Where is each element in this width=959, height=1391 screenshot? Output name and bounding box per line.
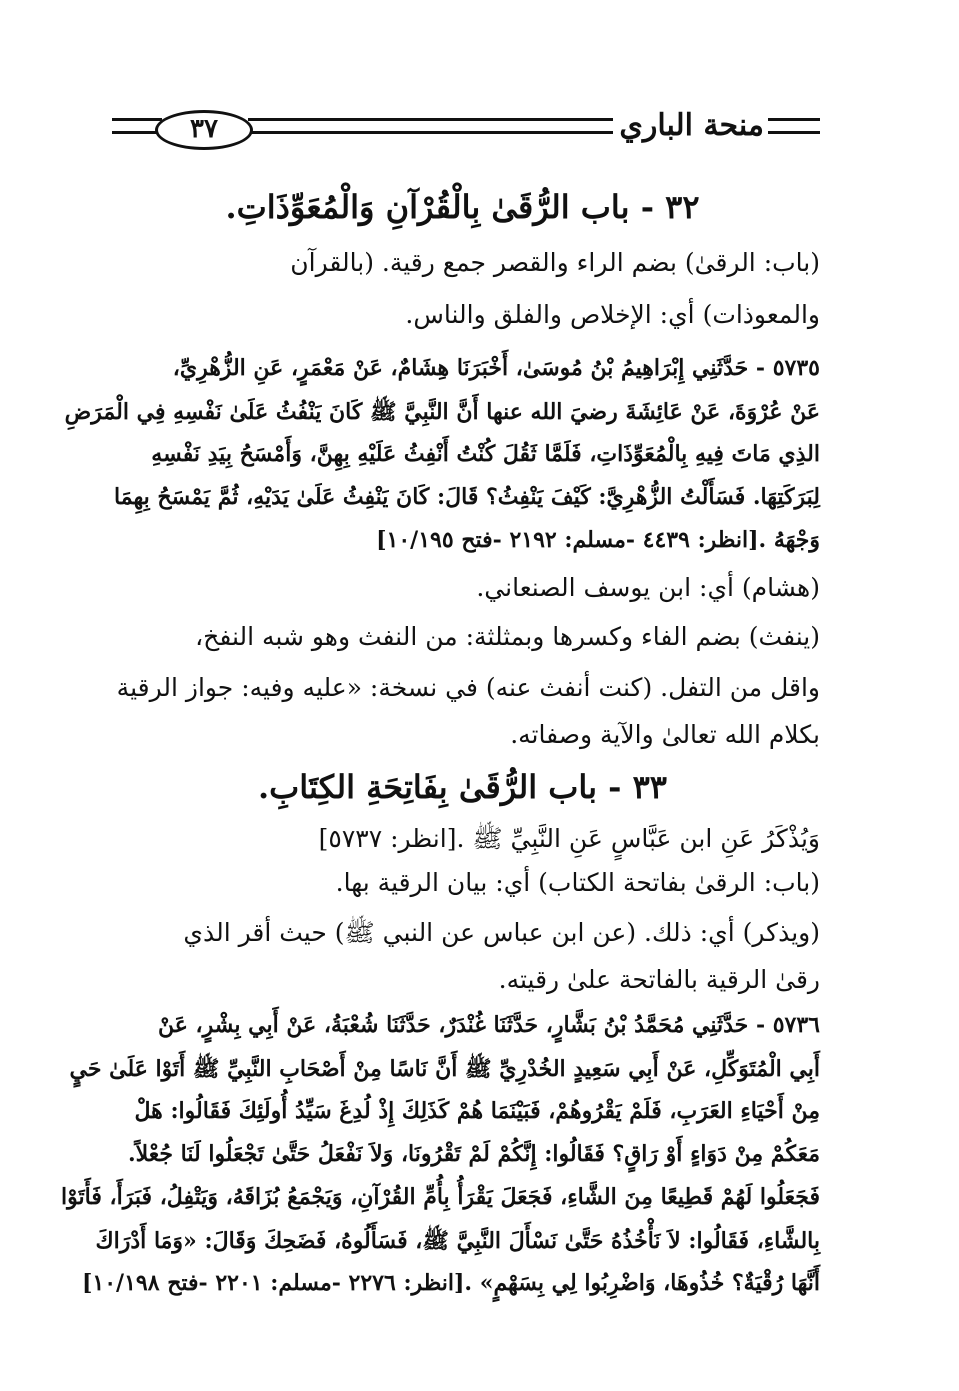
d5: وَجْهَهُ .[انظر: ٤٤٣٩ -مسلم: ٢١٩٢ -فتح ١٠/١٩٥] bbox=[376, 527, 820, 553]
header-rule-middle-bottom bbox=[248, 131, 613, 134]
e6: بِالشَّاءِ، فَقَالُوا: لاَ نَأْخُذُهُ حَتَّىٰ نَسْأَلَ النَّبِيَّ ﷺ، فَسَأَلُوهُ، فَضَحِكَ وَقَالَ: «وَمَا أَدْرَاكَ bbox=[95, 1228, 820, 1254]
e4: مَعَكُمْ مِنْ دَوَاءٍ أَوْ رَاقٍ؟ فَقَالُوا: إِنَّكُمْ لَمْ تَقْرُونَا، وَلاَ نَفْعَلُ حَتَّىٰ تَجْعَلُوا لَنَا جُعْلاً. bbox=[127, 1141, 820, 1167]
header-rule-right-top bbox=[768, 118, 820, 121]
page-number: ٣٧ bbox=[155, 110, 253, 150]
c2: والمعوذات) أي: الإخلاص والفلق والناس. bbox=[405, 300, 820, 329]
h33: ٣٣ - باب الرُّقَىٰ بِفَاتِحَةِ الكِتَابِ. bbox=[258, 768, 667, 806]
c5: واقل من التفل. (كنت أنفث عنه) في نسخة: «عليه وفيه: جواز الرقية bbox=[116, 673, 820, 702]
c4: (ينفث) بضم الفاء وكسرها وبمثلثة: من النفث وهو شبه النفخ، bbox=[195, 622, 820, 651]
book-title: منحة الباري bbox=[619, 108, 764, 143]
c1: (باب: الرقىٰ) بضم الراء والقصر جمع رقية. (بالقرآن bbox=[290, 248, 820, 277]
c3: (هشام) أي: ابن يوسف الصنعاني. bbox=[476, 573, 820, 602]
e5: فَجَعَلُوا لَهُمْ قَطِيعًا مِنَ الشَّاءِ، فَجَعَلَ يَقْرَأُ بِأُمِّ القُرْآنِ، وَيَجْمَعُ بُزَاقَهُ، وَيَتْفِلُ، فَبَرَأَ، فَأَتَوْا bbox=[61, 1184, 820, 1210]
d2: عَنْ عُرْوَةَ، عَنْ عَائِشَةَ رضيَ الله عنها أَنَّ النَّبِيَّ ﷺ كَانَ يَنْفُثُ عَلَىٰ نَفْسِهِ فِي الْمَرَضِ bbox=[64, 399, 820, 425]
d4: لِبَرَكَتِهَا. فَسَأَلْتُ الزُّهْرِيَّ: كَيْفَ يَنْفِثُ؟ قَالَ: كَانَ يَنْفِثُ عَلَىٰ يَدَيْهِ، ثُمَّ يَمْسَحُ بِهِمَا bbox=[114, 484, 820, 510]
c6: بكلام الله تعالىٰ والآية وصفاته. bbox=[510, 720, 820, 749]
header-rule-middle-top bbox=[248, 118, 613, 121]
h32: ٣٢ - باب الرُّقَىٰ بِالْقُرْآنِ وَالْمُعَوِّذَاتِ. bbox=[225, 188, 700, 226]
e2: أَبِي الْمُتَوَكِّلِ، عَنْ أَبِي سَعِيدٍ الخُدْرِيِّ ﷺ أَنَّ نَاسًا مِنْ أَصْحَابِ النَّبِيِّ ﷺ أَتَوْا عَلَىٰ حَيٍ bbox=[69, 1056, 820, 1082]
header-rule-left-top bbox=[112, 118, 162, 121]
e7: أَنَّهَا رُقْيَةٌ؟ خُذُوهَا، وَاضْرِبُوا لِي بِسَهْمٍ» .[انظر: ٢٢٧٦ -مسلم: ٢٢٠١ -فتح ١٠/١٩٨] bbox=[81, 1270, 820, 1296]
c8: (باب: الرقىٰ بفاتحة الكتاب) أي: بيان الرقية بها. bbox=[335, 868, 820, 897]
c9: (ويذكر) أي: ذلك. (عن ابن عباس عن النبي ﷺ) حيث أقر الذي bbox=[183, 918, 820, 947]
e1: ٥٧٣٦ - حَدَّثَنِي مُحَمَّدُ بْنُ بَشَّارٍ، حَدَّثَنَا غُنْدَرٌ، حَدَّثَنَا شُعْبَةُ، عَنْ أَبِي بِشْرٍ، عَنْ bbox=[157, 1012, 820, 1038]
e3: مِنْ أَحْيَاءِ العَرَبِ، فَلَمْ يَقْرُوهُمْ، فَبَيْنَمَا هُمْ كَذَلِكَ إِذْ لُدِغَ سَيِّدُ أُولَئِكَ فَقَالُوا: هَلْ bbox=[134, 1098, 820, 1124]
d3: الذِي مَاتَ فِيهِ بِالْمُعَوِّذَاتِ، فَلَمَّا ثَقُلَ كُنْتُ أَنْفِثُ عَلَيْهِ بِهِنَّ، وَأَمْسَحُ بِيَدِ نَفْسِهِ bbox=[151, 441, 820, 467]
header-rule-right-bottom bbox=[768, 131, 820, 134]
d1: ٥٧٣٥ - حَدَّثَنِي إِبْرَاهِيمُ بْنُ مُوسَىٰ، أَخْبَرَنَا هِشَامٌ، عَنْ مَعْمَرٍ، عَنِ الزُّهْرِيِّ، bbox=[172, 355, 820, 381]
c7: وَيُذْكَرُ عَنِ ابن عَبَّاسٍ عَنِ النَّبِيِّ ﷺ .[انظر: ٥٧٣٧] bbox=[318, 824, 820, 853]
c10: رقىٰ الرقية بالفاتحة علىٰ رقيته. bbox=[498, 965, 820, 994]
